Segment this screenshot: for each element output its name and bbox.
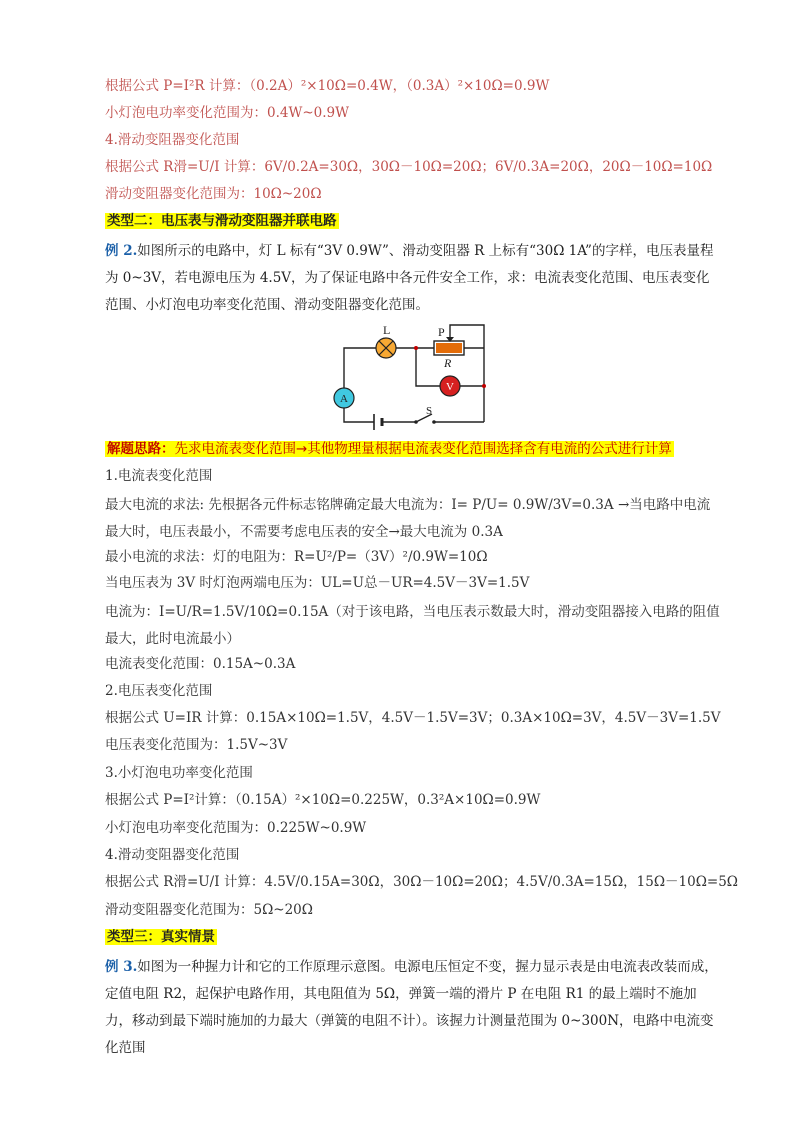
- text-line: 3.小灯泡电功率变化范围: [105, 765, 253, 781]
- voltmeter-label: V: [446, 381, 454, 393]
- section-heading-type2: [105, 211, 339, 231]
- solution-highlight: [105, 441, 674, 457]
- lamp-label: L: [383, 323, 391, 337]
- highlighted-heading: 类型二：电压表与滑动变阻器并联电路: [107, 213, 337, 229]
- solution-text: 先求电流表变化范围→其他物理量根据电流表变化范围选择含有电流的公式进行计算: [174, 441, 672, 457]
- example-label: 例 2.: [105, 243, 138, 259]
- text-line: 小灯泡电功率变化范围为：0.225W~0.9W: [105, 820, 367, 836]
- text-line: 电流表变化范围：0.15A~0.3A: [105, 656, 296, 672]
- junction-dot: [414, 346, 418, 350]
- example-text: 如图为一种握力计和它的工作原理示意图。电源电压恒定不变，握力显示表是由电流表改装而成，定值电阻 R2，起保护电路作用，其电阻值为 5Ω，弹簧一端的滑片 P 在电阻 R1 的最上端时不施加力，移动到最下端时施加的力最大（弹簧的电阻不计）。该握力计测量范围为 0~300N，电路中电流变化范围: [105, 959, 718, 1056]
- example-2-question: [105, 238, 720, 319]
- text-line: 根据公式 R滑=U/I 计算：6V/0.2A=30Ω，30Ω－10Ω=20Ω；6V/0.3A=20Ω，20Ω－10Ω=10Ω: [105, 159, 713, 175]
- text-line: 滑动变阻器变化范围为：5Ω~20Ω: [105, 902, 313, 918]
- text-line: 根据公式 R滑=U/I 计算：4.5V/0.15A=30Ω，30Ω－10Ω=20Ω；4.5V/0.3A=15Ω，15Ω－10Ω=5Ω: [105, 874, 739, 890]
- text-line: 4.滑动变阻器变化范围: [105, 132, 240, 148]
- text-line: 电压表变化范围为：1.5V~3V: [105, 737, 288, 753]
- switch-contact-dot: [432, 420, 436, 424]
- text-line: 电流为：I=U/R=1.5V/10Ω=0.15A（对于该电路，当电压表示数最大时，滑动变阻器接入电路的阻值最大，此时电流最小）: [105, 604, 720, 647]
- ammeter-icon: [334, 388, 354, 408]
- text-line: 最大电流的求法: 先根据各元件标志铭牌确定最大电流为：I= P/U= 0.9W/3V=0.3A →当电路中电流最大时，电压表最小，不需要考虑电压表的安全→最大电流为 0.3A: [105, 497, 711, 540]
- rheostat-icon: [436, 343, 462, 353]
- example-label: 例 3.: [105, 959, 138, 975]
- highlighted-heading: 类型三：真实情景: [107, 929, 215, 945]
- ammeter-label: A: [340, 393, 348, 405]
- slider-label: P: [438, 325, 445, 339]
- solution-approach: [105, 439, 674, 459]
- circuit-diagram: [330, 320, 500, 432]
- text-line: 1.电流表变化范围: [105, 468, 213, 484]
- text-line: 2.电压表变化范围: [105, 683, 213, 699]
- example-text: 如图所示的电路中，灯 L 标有“3V 0.9W”、滑动变阻器 R 上标有“30Ω 1A”的字样，电压表量程为 0~3V，若电源电压为 4.5V，为了保证电路中各元件安全工作，求：电流表变化范围、电压表变化范围、小灯泡电功率变化范围、滑动变阻器变化范围。: [105, 243, 714, 313]
- text-line: 滑动变阻器变化范围为：10Ω~20Ω: [105, 186, 322, 202]
- text-line: 4.滑动变阻器变化范围: [105, 847, 240, 863]
- switch-label: S: [426, 405, 433, 417]
- voltmeter-icon: [440, 376, 460, 396]
- text-line: 根据公式 P=I²计算：（0.15A）²×10Ω=0.225W，0.3²A×10Ω=0.9W: [105, 792, 541, 808]
- text-line: 根据公式 U=IR 计算：0.15A×10Ω=1.5V，4.5V－1.5V=3V；0.3A×10Ω=3V，4.5V－3V=1.5V: [105, 710, 721, 726]
- text-line: 最小电流的求法：灯的电阻为：R=U²/P=（3V）²/0.9W=10Ω: [105, 549, 488, 565]
- junction-dot: [482, 384, 486, 388]
- resistor-label: R: [444, 356, 452, 370]
- switch-contact-dot: [414, 420, 418, 424]
- solution-label: 解题思路：: [107, 441, 175, 457]
- lamp-icon: [376, 338, 396, 358]
- text-line: 当电压表为 3V 时灯泡两端电压为：UL=U总－UR=4.5V－3V=1.5V: [105, 575, 530, 591]
- example-3-question: [105, 954, 720, 1062]
- text-line: 根据公式 P=I²R 计算：（0.2A）²×10Ω=0.4W，（0.3A）²×10Ω=0.9W: [105, 78, 550, 94]
- section-heading-type3: [105, 927, 217, 947]
- text-line: 小灯泡电功率变化范围为：0.4W~0.9W: [105, 105, 350, 121]
